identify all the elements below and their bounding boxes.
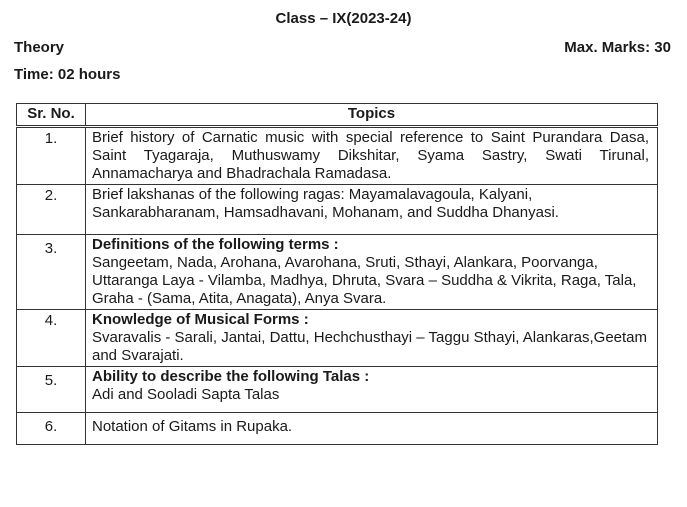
topic-cell <box>86 310 658 367</box>
table-row <box>17 127 658 185</box>
table-header-row <box>17 104 658 127</box>
max-marks-label: Max. Marks: 30 <box>564 39 671 56</box>
table-row <box>17 235 658 310</box>
topic-heading: Ability to describe the following Talas : <box>92 368 370 385</box>
topic-text: Notation of Gitams in Rupaka. <box>92 418 293 435</box>
topic-cell <box>86 127 658 185</box>
topic-text: Brief lakshanas of the following ragas: Mayamalavagoula, Kalyani, Sankarabharanam, Hamsadhavani, Mohanam, and Suddha Dhanyasi. <box>92 186 559 221</box>
table-row <box>17 185 658 235</box>
section-label: Theory <box>14 39 65 56</box>
sr-no-cell: 4. <box>17 310 86 367</box>
topic-text: Sangeetam, Nada, Arohana, Avarohana, Sruti, Sthayi, Alankara, Poorvanga, Uttaranga Laya - Vilamba, Madhya, Dhruta, Svara – Suddha & Vikrita, Raga, Tala, Graha - (Sama, Atita, Anagata), Anya Svara. <box>92 254 637 307</box>
topic-cell <box>86 185 658 235</box>
sr-no-cell: 3. <box>17 235 86 310</box>
sr-no-cell: 2. <box>17 185 86 235</box>
table-row <box>17 310 658 367</box>
sr-no-cell: 1. <box>17 127 86 185</box>
syllabus-table <box>16 103 658 445</box>
topic-cell <box>86 235 658 310</box>
topic-text: Adi and Sooladi Sapta Talas <box>92 386 280 403</box>
topic-cell <box>86 367 658 413</box>
topic-cell <box>86 413 658 445</box>
table-row <box>17 413 658 445</box>
sr-no-cell: 6. <box>17 413 86 445</box>
column-header-topics: Topics <box>86 104 658 127</box>
topic-text: Svaravalis - Sarali, Jantai, Dattu, Hechchusthayi – Taggu Sthayi, Alankaras,Geetam and Svarajati. <box>92 329 648 364</box>
table-row <box>17 367 658 413</box>
column-header-sr-no: Sr. No. <box>17 104 86 127</box>
time-label: Time: 02 hours <box>14 66 121 83</box>
sr-no-cell: 5. <box>17 367 86 413</box>
topic-heading: Knowledge of Musical Forms : <box>92 311 309 328</box>
topic-heading: Definitions of the following terms : <box>92 236 339 253</box>
topic-text: Brief history of Carnatic music with special reference to Saint Purandara Dasa, Saint Tyagaraja, Muthuswamy Dikshitar, Syama Sastry, Swati Tirunal, Annamacharya and Bhadrachala Ramadasa. <box>92 129 649 182</box>
document-title: Class – IX(2023-24) <box>275 10 412 27</box>
